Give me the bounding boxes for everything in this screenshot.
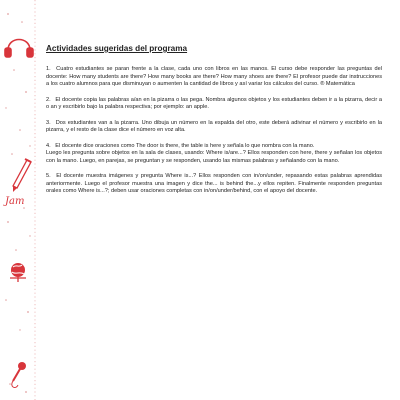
activity-text: El docente muestra imágenes y pregunta Where is...? Ellos responden con in/on/under, repasando estas palabras aprendidas anteriormente. Luego el profesor muestra una imagen y dice the... is behind the...y ellos repiten. Finalmente responden preguntas orales como Where is...?; deben usar oraciones completas con in/on/under/behind, con el apoyo del docente. [46,173,383,194]
activity-text: El docente dice oraciones como The door is there, the table is here y señala lo que nombra con la mano. [55,142,315,149]
handwriting-jam: Jam [5,196,25,207]
activity-text: El docente copia las palabras a/an en la pizarra o las pega. Nombra algunos objetos y los estudiantes deben ir a la pizarra, decir a o an y escribirlo bajo la palabra respectiva; por ejemplo: an apple. [46,96,382,110]
activity-number: 2. [46,96,51,103]
activity-text-continued: Luego les pregunta sobre objetos en la sala de clases, usando: Where is/are...? Ellos responden con here, there y señalan los objetos con la mano. Luego, en parejas, se preguntan y se responden, usando las mismas palabras y señalando con la mano. [46,150,382,164]
margin-decoration [0,0,40,400]
activity-text: Dos estudiantes van a la pizarra. Uno dibuja un número en la espalda del otro, este deberá adivinar el número y escribirlo en la pizarra, y el resto de la clase dice el número en voz alta. [46,119,382,133]
margin-doodles [0,0,40,400]
page-title: Actividades sugeridas del programa [46,44,188,53]
activity-number: 5. [46,173,51,179]
activity-item-1 [46,66,382,89]
activity-number: 1. [46,66,51,72]
activity-item-3 [46,120,382,135]
activity-text: Cuatro estudiantes se paran frente a la clase, cada uno con libros en las manos. El curso debe responder las preguntas del docente: How many students are there? How many books are there? How many shoes are there? El profesor puede dar instrucciones a los cuatro alumnos para que disminuyan o aumenten la cantidad de libros y así variar los cálculos del curso. ® Matemática [46,66,382,87]
activity-number: 4. [46,142,51,149]
headphones-icon [5,40,33,58]
activity-item-4 [46,143,382,166]
globe-icon [10,263,26,282]
activities-document [46,44,382,204]
microphone-icon [12,362,26,388]
pencil-icon [13,159,31,192]
activity-number: 3. [46,119,51,126]
activity-item-2 [46,97,382,112]
activity-item-5 [46,173,382,196]
